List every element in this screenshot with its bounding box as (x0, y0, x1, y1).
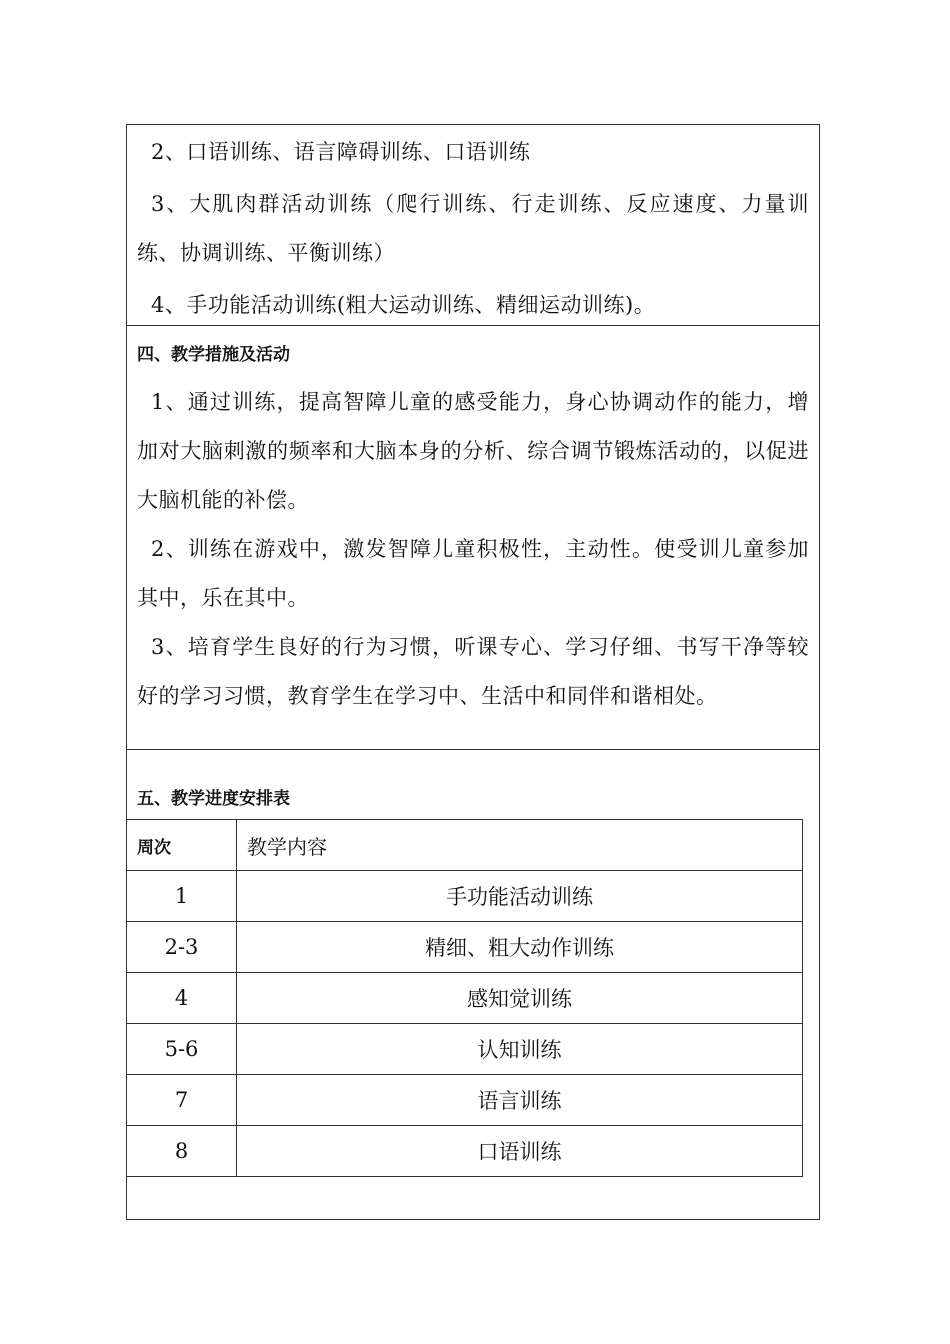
section-teaching-measures (127, 326, 819, 750)
table-row (127, 973, 803, 1024)
week-cell: 4 (127, 973, 237, 1024)
column-header-content: 教学内容 (237, 820, 803, 871)
week-cell: 7 (127, 1075, 237, 1126)
section-schedule (127, 750, 819, 1219)
week-cell: 2-3 (127, 922, 237, 973)
content-cell: 语言训练 (237, 1075, 803, 1126)
measure-item-1: 1、通过训练，提高智障儿童的感受能力，身心协调动作的能力，增加对大脑刺激的频率和大脑本身的分析、综合调节锻炼活动的，以促进大脑机能的补偿。 (137, 390, 809, 512)
document-table (126, 124, 820, 1220)
content-cell: 感知觉训练 (237, 973, 803, 1024)
table-row (127, 1075, 803, 1126)
content-cell: 认知训练 (237, 1024, 803, 1075)
schedule-header-row (127, 820, 803, 871)
content-item-4: 4、手功能活动训练(粗大运动训练、精细运动训练)。 (151, 293, 656, 317)
content-item-2: 2、口语训练、语言障碍训练、口语训练 (151, 140, 531, 164)
measure-item-2: 2、训练在游戏中，激发智障儿童积极性，主动性。使受训儿童参加其中，乐在其中。 (137, 537, 809, 610)
section-heading-schedule: 五、教学进度安排表 (137, 789, 290, 809)
content-item-3: 3、大肌肉群活动训练（爬行训练、行走训练、反应速度、力量训练、协调训练、平衡训练） (137, 192, 809, 265)
table-row (127, 1024, 803, 1075)
content-cell: 口语训练 (237, 1126, 803, 1177)
column-header-week: 周次 (127, 820, 237, 871)
section-training-content (127, 125, 819, 326)
table-row (127, 1126, 803, 1177)
measures-body (127, 378, 819, 721)
section-heading-measures: 四、教学措施及活动 (137, 345, 290, 365)
content-cell: 精细、粗大动作训练 (237, 922, 803, 973)
measure-item-3: 3、培育学生良好的行为习惯，听课专心、学习仔细、书写干净等较好的学习习惯，教育学生在学习中、生活中和同伴和谐相处。 (137, 635, 809, 708)
table-row (127, 922, 803, 973)
content-cell: 手功能活动训练 (237, 871, 803, 922)
schedule-table (127, 819, 803, 1177)
week-cell: 8 (127, 1126, 237, 1177)
week-cell: 5-6 (127, 1024, 237, 1075)
table-row (127, 871, 803, 922)
week-cell: 1 (127, 871, 237, 922)
